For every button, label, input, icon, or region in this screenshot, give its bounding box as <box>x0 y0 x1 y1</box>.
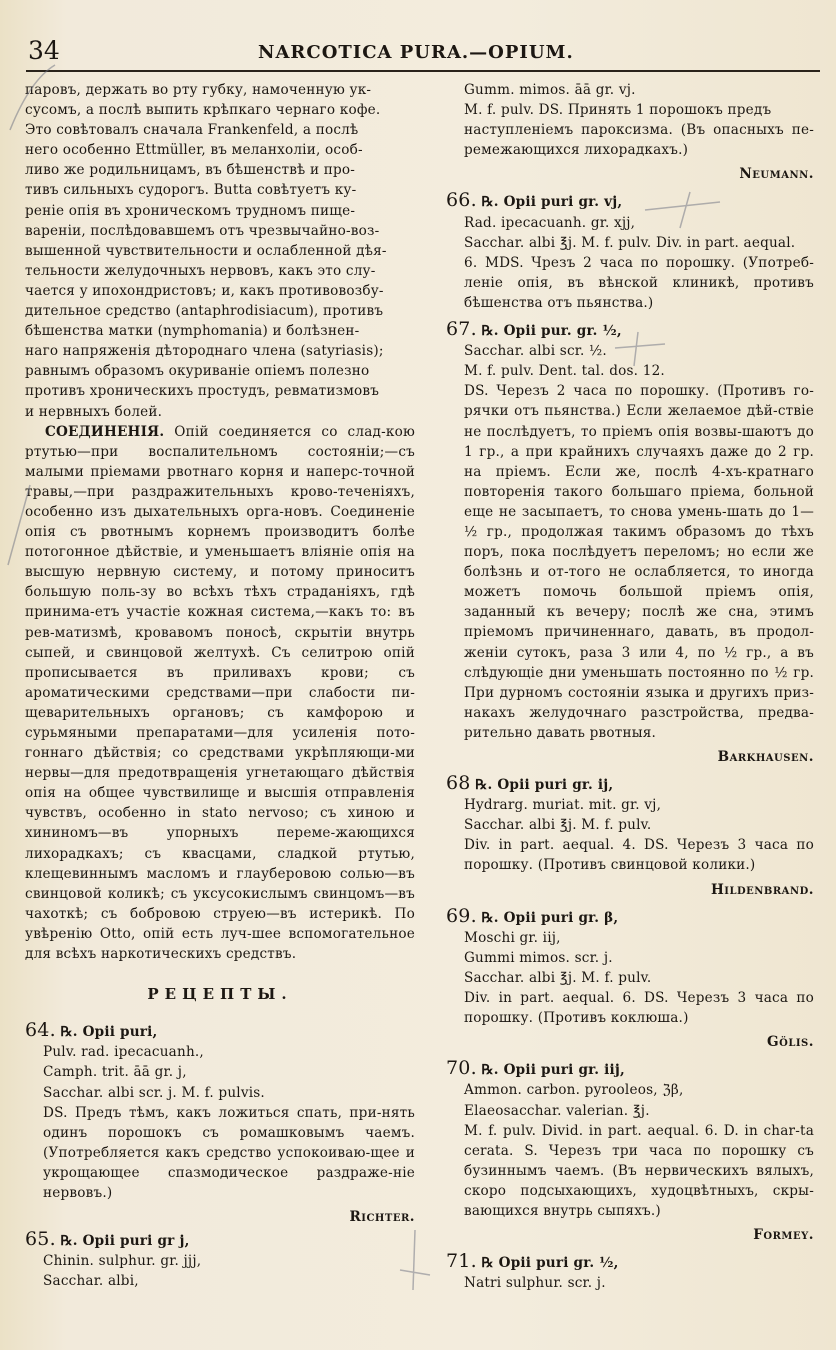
recipe-author: Hildenbrand. <box>710 881 814 898</box>
recipe-first-line: ℞. Opii puri gr j, <box>60 1233 190 1250</box>
recipe-number: 70. <box>446 1057 477 1080</box>
recipe-number: 67. <box>446 318 477 341</box>
text-line: равнымъ образомъ окуриваніе опіемъ полезно <box>25 363 370 380</box>
compounds-paragraph <box>25 422 415 965</box>
text-line: дительное средство (antaphrodisiacum), противъ <box>25 303 384 320</box>
recipe-instructions: DS. Предъ тѣмъ, какъ ложиться спать, при-нять одинъ порошокъ съ ромашковымъ чаемъ. (Употребляется какъ средство успокоиваю-щее и укрощающее спазмодическое раздраже-ніе нервовъ.) <box>43 1104 415 1201</box>
text-line: наго напряженія дѣтороднаго члена (satyriasis); <box>25 343 384 360</box>
text-line: Это совѣтовалъ сначала Frankenfeld, а послѣ <box>25 122 359 139</box>
recipe-number: 66. <box>446 189 477 212</box>
text-line: ливо же родильницамъ, въ бѣшенствѣ и про- <box>25 162 356 179</box>
text-line: паровъ, держать во рту губку, намоченную ук- <box>25 82 372 98</box>
running-head: NARCOTICA PURA.—OPIUM. <box>258 42 574 63</box>
recipe-64 <box>25 1020 415 1227</box>
recipe-68 <box>446 773 814 900</box>
recipe-author: Neumann. <box>739 166 814 183</box>
recipe-65-continued <box>446 80 814 184</box>
text-line: и нервныхъ болей. <box>25 403 163 420</box>
text-line: него особенно Ettmüller, въ меланхоліи, особ- <box>25 142 363 159</box>
recipe-instructions: наступленіемъ пароксизма. (Въ опасныхъ пе-ремежающихся лихорадкахъ.) <box>464 122 814 159</box>
text-line: бѣшенства матки (nymphomania) и болѣзнен- <box>25 323 360 340</box>
recipe-70 <box>446 1058 814 1245</box>
ingredient-line: Moschi gr. iij, <box>464 929 561 946</box>
recipe-instructions: Div. in part. aequal. 4. DS. Черезъ 3 часа по порошку. (Противъ свинцовой колики.) <box>464 837 814 874</box>
text-line: сусомъ, а послѣ выпить крѣпкаго чернаго кофе. <box>25 102 381 119</box>
ingredient-line: Gummi mimos. scr. j. <box>464 949 613 966</box>
ingredient-line: Sacchar. albi ℥j. M. f. pulv. <box>464 817 652 834</box>
text-line: реніе опія въ хроническомъ трудномъ пище- <box>25 202 356 219</box>
ingredient-line: Sacchar. albi, <box>43 1273 139 1290</box>
recipe-first-line: ℞. Opii puri gr. iij, <box>481 1062 625 1079</box>
ingredient-line: Hydrarg. muriat. mit. gr. vj, <box>464 797 662 814</box>
recipe-author: Richter. <box>349 1209 415 1226</box>
text-line: вышенной чувствительности и ослабленной дѣя- <box>25 242 387 259</box>
recipe-first-line: ℞ Opii puri gr. ½, <box>481 1255 619 1272</box>
recipe-number: 69. <box>446 904 477 927</box>
recipe-instructions: Div. in part. aequal. 6. DS. Черезъ 3 часа по порошку. (Противъ коклюша.) <box>464 990 814 1027</box>
recipe-number: 64. <box>25 1019 56 1042</box>
text-line: тивъ сильныхъ судорогъ. Butta совѣтуетъ ку- <box>25 182 357 199</box>
recipe-first-line: ℞. Opii puri gr. β, <box>481 909 619 926</box>
ingredient-line: Sacchar. albi ℥j. M. f. pulv. <box>464 969 652 986</box>
text-line: чается у ипохондристовъ; и, какъ противовозбу- <box>25 282 384 299</box>
ingredient-line: Camph. trit. āā gr. j, <box>43 1064 187 1081</box>
ingredient-line: Sacchar. albi scr. j. M. f. pulvis. <box>43 1084 265 1101</box>
recipe-instructions: 6. MDS. Чрезъ 2 часа по порошку. (Употреб-леніе опія, въ вѣнской клиникѣ, противъ бѣшенства отъ пьянства.) <box>464 254 814 311</box>
recipe-71 <box>446 1251 814 1293</box>
ingredient-line: Chinin. sulphur. gr. jjj, <box>43 1253 202 1270</box>
recipe-66 <box>446 190 814 313</box>
recipes-heading: РЕЦЕПТЫ. <box>147 985 293 1004</box>
recipe-author: Barkhausen. <box>717 749 814 765</box>
recipe-number: 71. <box>446 1250 477 1273</box>
ingredient-line: Pulv. rad. ipecacuanh., <box>43 1044 204 1061</box>
recipe-number: 65. <box>25 1228 56 1251</box>
ingredient-line: Sacchar. albi scr. ½. <box>464 343 607 360</box>
compounds-lead: СОЕДИНЕНІЯ. <box>45 423 165 440</box>
ingredient-line: Sacchar. albi ℥j. M. f. pulv. Div. in part. aequal. <box>464 234 796 251</box>
right-column <box>446 80 814 1293</box>
recipe-instructions: DS. Черезъ 2 часа по порошку. (Противъ го-рячки отъ пьянства.) Если желаемое дѣй-ствіе не послѣдуетъ, то пріемъ опія возвы-шаютъ до 1 гр., а при крайнихъ случаяхъ даже до 2 гр. на пріемъ. Если же, послѣ 4-хъ-кратнаго повторенія такого большаго пріема, больной еще не засыпаетъ, то снова умень-шать до 1—½ гр., продолжая такимъ образомъ до тѣхъ поръ, пока послѣдуетъ переломъ; но если же болѣзнь и от-того не ослабляется, то иногда можетъ помочь большой пріемъ опія, заданный къ вечеру; послѣ же сна, этимъ пріемомъ причиненнаго, давать, въ продол-женіи сутокъ, раза 3 или 4, по ½ гр., а въ слѣдующіе дни уменьшать постоянно по ½ гр. При дурномъ состояніи языка и другихъ приз-накахъ желудочнаго разстройства, предва-рительно давать рвотныя. <box>464 383 814 741</box>
ingredient-line: Ammon. carbon. pyrooleos, ℨβ, <box>464 1082 684 1099</box>
recipe-author: Gölis. <box>767 1034 814 1051</box>
ingredient-line: M. f. pulv. Dent. tal. dos. 12. <box>464 363 665 380</box>
recipe-number: 68 <box>446 772 471 795</box>
recipe-first-line: ℞. Opii pur. gr. ½, <box>481 323 622 340</box>
page-number: 34 <box>28 36 60 65</box>
recipe-65 <box>25 1229 415 1291</box>
recipe-first-line: ℞. Opii puri, <box>60 1024 158 1041</box>
text-line: вареніи, послѣдовавшемъ отъ чрезвычайно-воз- <box>25 222 380 239</box>
ingredient-line: Gumm. mimos. āā gr. vj. <box>464 82 636 98</box>
page-header <box>0 30 836 70</box>
left-column <box>25 80 415 1291</box>
ingredient-line: M. f. pulv. DS. Принять 1 порошокъ предъ <box>464 102 772 119</box>
recipe-69 <box>446 906 814 1053</box>
recipe-author: Formey. <box>753 1227 814 1244</box>
header-rule <box>26 70 820 72</box>
recipe-67 <box>446 319 814 767</box>
recipe-first-line: ℞. Opii puri gr. vj, <box>481 194 623 211</box>
recipe-instructions: M. f. pulv. Divid. in part. aequal. 6. D. in char-ta cerata. S. Черезъ три часа по порошку съ бузиннымъ чаемъ. (Въ нервическихъ вялыхъ, скоро подсыхающихъ, худоцвѣтныхъ, скры-вающихся внутрь сыпяхъ.) <box>464 1122 814 1219</box>
recipe-first-line: ℞. Opii puri gr. ij, <box>475 777 614 794</box>
text-line: тельности желудочныхъ нервовъ, какъ это слу- <box>25 262 376 279</box>
compounds-text: Опій соединяется со слад-кою ртутью—при воспалительномъ состояніи;—съ малыми пріемами рвотнаго корня и наперс-точной травы,—при раздражительныхъ крово-теченіяхъ, особенно изъ дыхательныхъ орга-новъ. Соединеніе опія съ рвотнымъ корнемъ производитъ болѣе потогонное дѣйствіе, и уменьшаетъ вліяніе опія на высшую нервную систему, и потому приноситъ большую поль-зу во всѣхъ тѣхъ страданіяхъ, гдѣ принима-етъ участіе кожная система,—какъ то: въ рев-матизмѣ, кровавомъ поносѣ, скрытіи внутрь сыпей, и свинцовой желтухѣ. Съ селитрою опій прописывается въ приливахъ крови; съ ароматическими средствами—при слабости пи-щеварительныхъ органовъ; съ камфорою и сурьмяными препаратами—для усиленія пото-гоннаго дѣйствія; со средствами укрѣпляющи-ми нервы—для предотвращенія угнетающаго дѣйствія опія на общее чувствилище и высшія отправленія чувствъ, особенно in stato nervoso; съ хиною и хининомъ—въ упорныхъ переме-жающихся лихорадкахъ; съ квасцами, сладкой ртутью, клещевиннымъ масломъ и глауберовою солью—въ свинцовой коликѣ; съ уксусокислымъ свинцомъ—въ чахоткѣ; съ бобровою струею—въ истерикѣ. По увѣренію Otto, опій есть луч-шее вспомогательное для всѣхъ наркотическихъ средствъ. <box>25 423 415 963</box>
text-line: противъ хроническихъ простудъ, ревматизмовъ <box>25 383 380 400</box>
ingredient-line: Natri sulphur. scr. j. <box>464 1275 606 1292</box>
ingredient-line: Elaeosacchar. valerian. ℥j. <box>464 1102 650 1119</box>
ingredient-line: Rad. ipecacuanh. gr. xjj, <box>464 214 636 231</box>
